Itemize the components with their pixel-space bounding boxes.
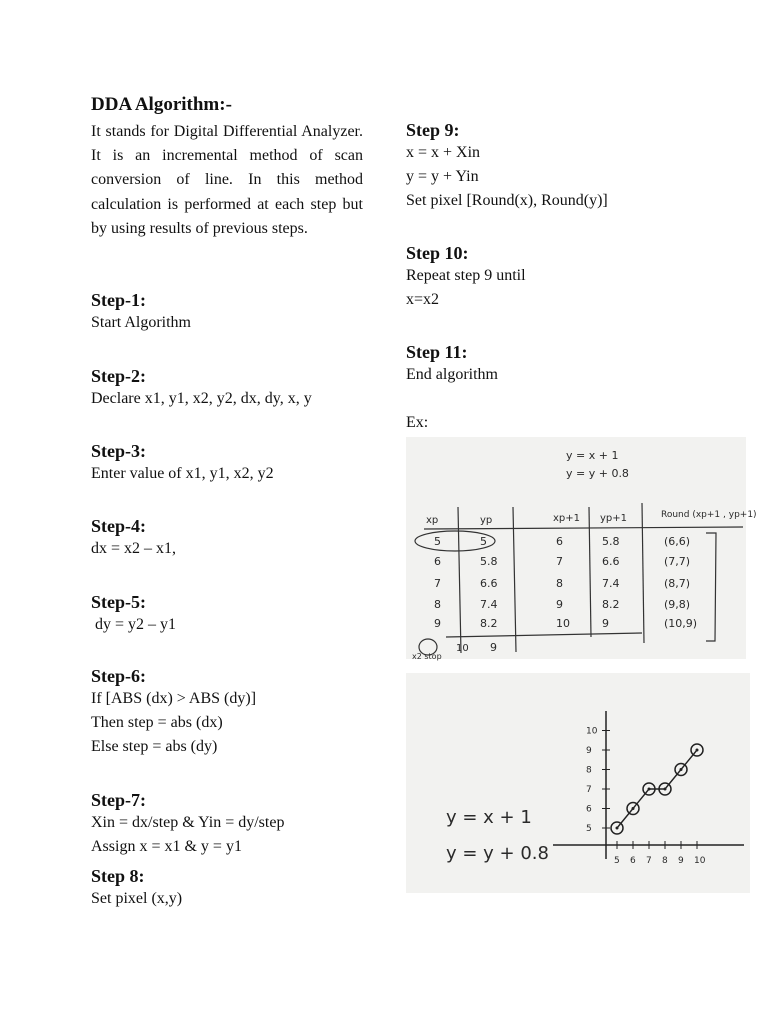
step-heading: Step-5: — [91, 592, 146, 612]
table-cell: 6 — [556, 535, 563, 548]
graph-y-tick-label: 8 — [586, 765, 592, 776]
graph-point-dot — [680, 768, 683, 771]
graph-x-tick-label: 6 — [630, 856, 636, 866]
table-stop-note: x2 stop — [412, 652, 442, 661]
step-line: Repeat step 9 until — [406, 267, 526, 284]
table-header-rule — [424, 527, 743, 529]
step-line: Assign x = x1 & y = y1 — [91, 838, 242, 855]
graph-x-tick-label: 8 — [662, 856, 668, 866]
step-line: Declare x1, y1, x2, y2, dx, dy, x, y — [91, 390, 312, 407]
table-bottom-rule — [446, 633, 642, 637]
table-cell: 7 — [434, 577, 441, 590]
graph-x-tick-label: 9 — [678, 856, 684, 866]
step-line: x = x + Xin — [406, 144, 481, 161]
table-header: xp — [426, 515, 439, 526]
step-block — [91, 865, 182, 911]
table-header: yp+1 — [600, 513, 628, 524]
table-cell: 9 — [556, 598, 563, 611]
graph-point-dot — [616, 827, 619, 830]
step-block — [91, 665, 256, 759]
table-cell: 9 — [602, 617, 609, 630]
graph-formula: y = y + 0.8 — [446, 843, 549, 864]
table-header: xp+1 — [553, 513, 581, 524]
step-line: dy = y2 – y1 — [91, 616, 177, 633]
table-formula: y = y + 0.8 — [566, 467, 629, 480]
step-block — [91, 591, 176, 637]
step-line: Enter value of x1, y1, x2, y2 — [91, 465, 274, 482]
step-heading: Step-6: — [91, 666, 146, 686]
graph-y-tick-label: 7 — [586, 785, 592, 795]
graph-y-tick-label: 5 — [586, 824, 592, 834]
graph-point-dot — [648, 788, 651, 791]
graph-formula: y = x + 1 — [446, 807, 532, 828]
step-line: Xin = dx/step & Yin = dy/step — [91, 814, 285, 831]
step-line: Set pixel (x,y) — [91, 890, 183, 907]
step-line: Else step = abs (dy) — [91, 738, 218, 755]
step-heading: Step-7: — [91, 790, 146, 810]
table-cell: 7.4 — [602, 577, 620, 590]
table-cell: 5.8 — [480, 555, 498, 568]
table-cell: 10 — [556, 617, 570, 630]
example-graph-svg — [406, 673, 750, 893]
graph-x-tick-label: 7 — [646, 856, 652, 866]
example-table-svg — [406, 437, 757, 661]
step-heading: Step 11: — [406, 342, 468, 362]
step-heading: Step 10: — [406, 243, 469, 263]
table-cell: 8.2 — [602, 598, 620, 611]
graph-y-tick-label: 9 — [586, 746, 592, 756]
table-cell: (7,7) — [664, 555, 691, 568]
step-block — [91, 289, 191, 335]
step-block — [406, 341, 498, 387]
step-block — [91, 515, 176, 561]
step-block — [406, 242, 526, 312]
step-line: Then step = abs (dx) — [91, 714, 223, 731]
table-cell: (8,7) — [664, 577, 691, 590]
table-cell: 5 — [434, 535, 441, 548]
step-block — [91, 440, 274, 486]
table-cell: (10,9) — [664, 617, 698, 630]
document-title: DDA Algorithm:- — [91, 94, 232, 115]
step-heading: Step-4: — [91, 516, 146, 536]
graph-point-dot — [696, 749, 699, 752]
graph-y-tick-label: 6 — [586, 804, 592, 815]
table-cell: 9 — [434, 617, 441, 630]
step-block — [91, 365, 312, 411]
graph-point-dot — [632, 807, 635, 810]
table-cell: 8 — [556, 577, 563, 590]
example-graph-photo — [406, 673, 750, 893]
table-cell: 10 — [456, 643, 469, 654]
step-line: dx = x2 – x1, — [91, 540, 177, 557]
step-line: y = y + Yin — [406, 168, 479, 185]
step-heading: Step 8: — [91, 866, 145, 886]
table-cell: 5 — [480, 535, 487, 548]
step-line: If [ABS (dx) > ABS (dy)] — [91, 690, 257, 707]
table-bracket — [706, 533, 716, 641]
example-label: Ex: — [406, 414, 429, 431]
table-column-rule — [589, 507, 591, 637]
graph-line — [617, 750, 697, 828]
graph-x-tick-label: 5 — [614, 856, 620, 866]
step-block — [406, 119, 608, 213]
step-line: Start Algorithm — [91, 314, 191, 331]
table-formula: y = x + 1 — [566, 449, 619, 462]
step-heading: Step-2: — [91, 366, 146, 386]
table-cell: 6 — [434, 555, 441, 568]
example-table-photo — [406, 437, 757, 661]
step-block — [91, 789, 284, 859]
table-header: yp — [480, 515, 493, 526]
step-heading: Step 9: — [406, 120, 460, 140]
table-cell: (6,6) — [664, 535, 691, 548]
table-header: Round (xp+1 , yp+1) — [661, 510, 757, 520]
table-cell: (9,8) — [664, 598, 691, 611]
table-cell: 8 — [434, 598, 441, 611]
graph-x-tick-label: 10 — [694, 856, 706, 866]
table-cell: 7.4 — [480, 598, 498, 611]
step-heading: Step-1: — [91, 290, 146, 310]
table-cell: 9 — [490, 641, 497, 654]
step-line: End algorithm — [406, 366, 498, 383]
step-line: x=x2 — [406, 291, 440, 308]
table-cell: 7 — [556, 555, 563, 568]
intro-paragraph: It stands for Digital Differential Analyzer. It is an incremental method of scan conversion of line. In this method calculation is performed at each step but by using results of previous steps. — [91, 123, 363, 237]
graph-y-tick-label: 10 — [586, 726, 598, 737]
step-heading: Step-3: — [91, 441, 146, 461]
table-cell: 6.6 — [480, 577, 498, 590]
table-column-rule — [642, 503, 644, 643]
step-line: Set pixel [Round(x), Round(y)] — [406, 192, 608, 209]
table-cell: 5.8 — [602, 535, 620, 548]
table-cell: 8.2 — [480, 617, 498, 630]
graph-point-dot — [664, 788, 667, 791]
table-cell: 6.6 — [602, 555, 620, 568]
